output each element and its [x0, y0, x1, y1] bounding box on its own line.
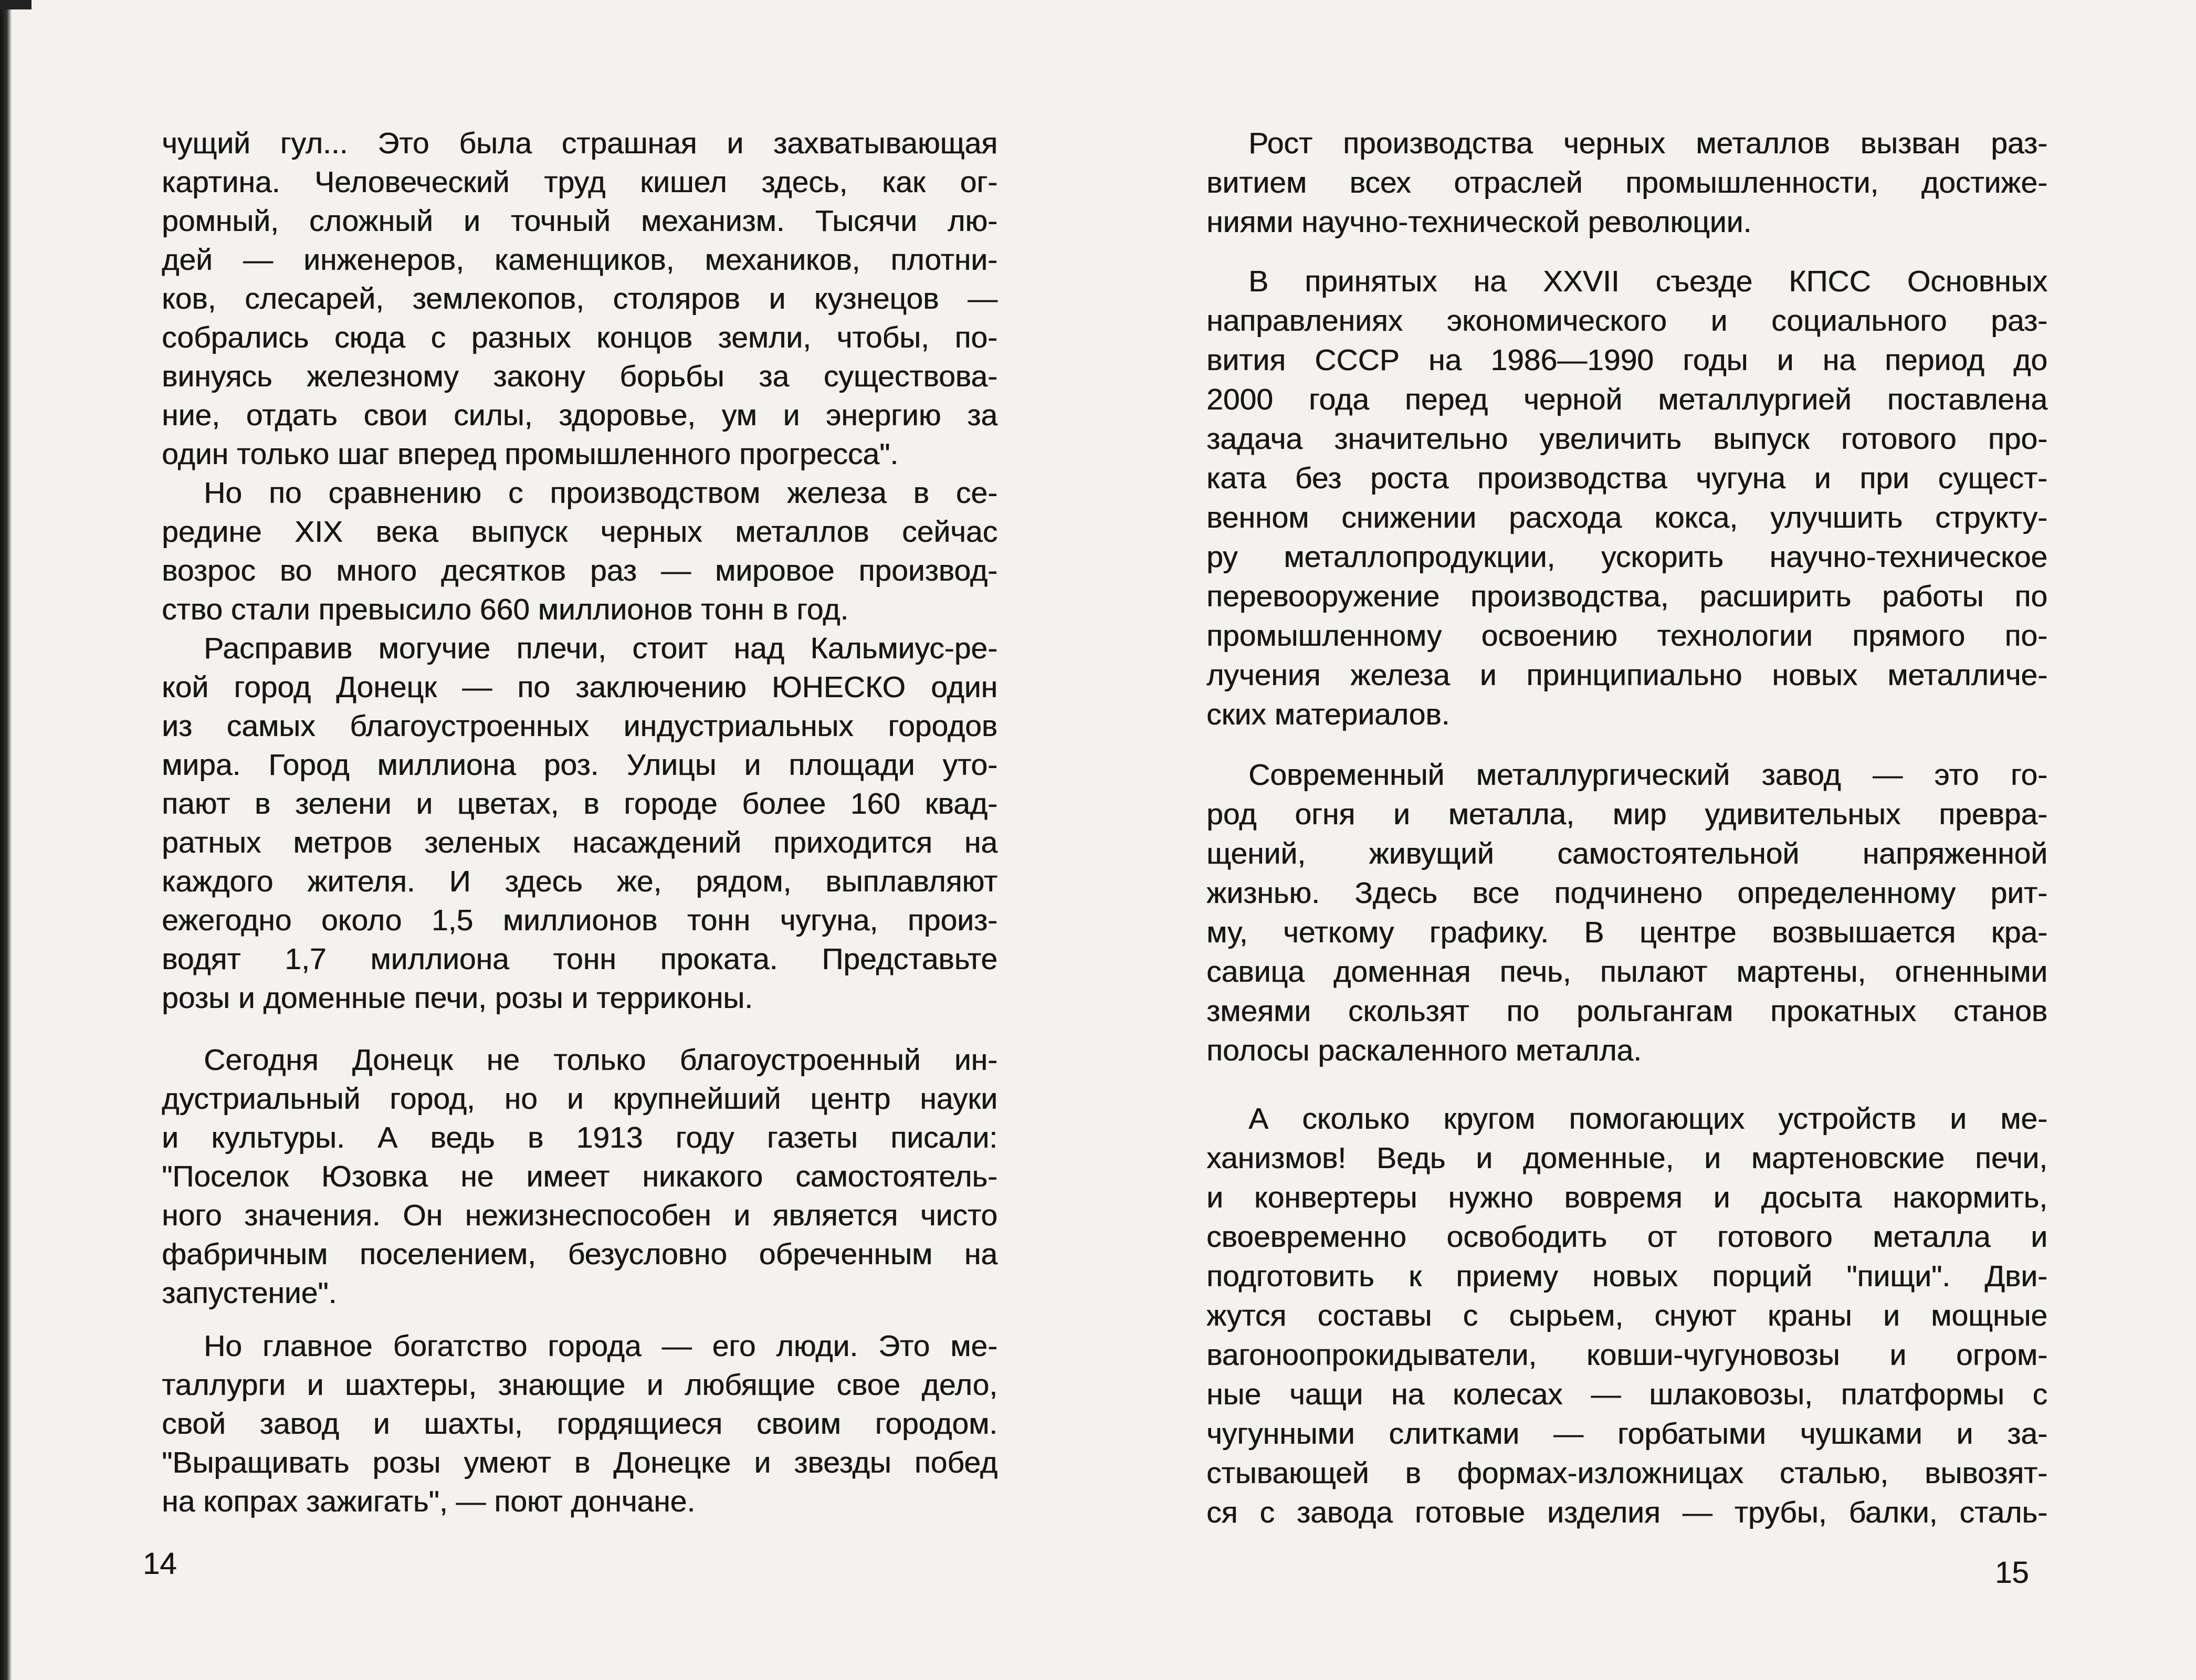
text-line: дей — инженеров, каменщиков, механиков, плотни- [162, 243, 997, 277]
text-line: В принятых на XXVII съезде КПСС Основных [1248, 265, 2047, 298]
text-line: ство стали превысило 660 миллионов тонн в год. [162, 593, 849, 626]
paragraph [1206, 1099, 2047, 1532]
text-line: возрос во много десятков раз — мировое производ- [162, 554, 997, 587]
text-line: чущий гул... Это была страшная и захватывающая [162, 127, 997, 160]
text-line: "Поселок Юзовка не имеет никакого самостоятель- [162, 1160, 997, 1193]
text-line: и конвертеры нужно вовремя и досыта накормить, [1206, 1181, 2047, 1214]
text-line: венном снижении расхода кокса, улучшить структу- [1206, 501, 2047, 534]
text-line: ратных метров зеленых насаждений приходится на [162, 826, 997, 859]
text-line: Рост производства черных металлов вызван раз- [1248, 127, 2047, 160]
text-line: ханизмов! Ведь и доменные, и мартеновские печи, [1206, 1141, 2047, 1175]
text-line: ного значения. Он нежизнеспособен и является чисто [162, 1199, 997, 1232]
text-line: мира. Город миллиона роз. Улицы и площади уто- [162, 748, 997, 782]
paragraph [162, 629, 997, 1017]
paragraph [1206, 755, 2047, 1070]
text-line: жизнью. Здесь все подчинено определенному рит- [1206, 876, 2047, 910]
text-line: водят 1,7 миллиона тонн проката. Представьте [162, 942, 997, 976]
right-page-text [1206, 124, 2047, 1532]
text-line: пают в зелени и цветах, в городе более 160 квад- [162, 787, 997, 821]
text-line: каждого жителя. И здесь же, рядом, выплавляют [162, 865, 997, 898]
text-line: жутся составы с сырьем, снуют краны и мощные [1206, 1299, 2047, 1332]
text-line: ков, слесарей, землекопов, столяров и кузнецов — [162, 282, 997, 316]
text-line: савица доменная печь, пылают мартены, огненными [1206, 955, 2047, 989]
text-line: на копрах зажигать", — поют дончане. [162, 1485, 696, 1518]
text-line: витием всех отраслей промышленности, достиже- [1206, 166, 2047, 200]
text-line: направлениях экономического и социального раз- [1206, 304, 2047, 338]
text-line: свой завод и шахты, гордящиеся своим городом. [162, 1407, 997, 1441]
text-line: Сегодня Донецк не только благоустроенный ин- [204, 1043, 997, 1077]
left-page-text [162, 124, 997, 1521]
text-line: ниями научно-технической революции. [1206, 205, 1752, 239]
text-line: ката без роста производства чугуна и при сущест- [1206, 461, 2047, 495]
text-line: запустение". [162, 1276, 337, 1310]
text-line: 2000 года перед черной металлургией поставлена [1206, 383, 2047, 416]
text-line: щений, живущий самостоятельной напряженной [1206, 837, 2047, 870]
text-line: своевременно освободить от готового металла и [1206, 1220, 2047, 1254]
text-line: редине XIX века выпуск черных металлов сейчас [162, 515, 997, 549]
text-line: род огня и металла, мир удивительных превра- [1206, 797, 2047, 831]
text-line: перевооружение производства, расширить работы по [1206, 580, 2047, 613]
text-line: из самых благоустроенных индустриальных городов [162, 709, 997, 743]
paragraph [1206, 124, 2047, 242]
text-line: змеями скользят по рольгангам прокатных станов [1206, 994, 2047, 1028]
text-line: кой город Донецк — по заключению ЮНЕСКО один [162, 670, 997, 704]
text-line: промышленному освоению технологии прямого по- [1206, 619, 2047, 653]
text-line: вития СССР на 1986—1990 годы и на период до [1206, 343, 2047, 377]
text-line: Расправив могучие плечи, стоит над Кальмиус-ре- [204, 632, 997, 665]
text-line: ромный, сложный и точный механизм. Тысячи лю- [162, 204, 997, 238]
paragraph [162, 124, 997, 474]
text-line: ских материалов. [1206, 698, 1450, 731]
book-binding-edge [0, 0, 12, 1680]
text-line: ежегодно около 1,5 миллионов тонн чугуна, произ- [162, 904, 997, 937]
text-line: ру металлопродукции, ускорить научно-техническое [1206, 540, 2047, 574]
text-line: дустриальный город, но и крупнейший центр науки [162, 1082, 997, 1116]
text-line: ся с завода готовые изделия — трубы, балки, сталь- [1206, 1496, 2047, 1529]
text-line: задача значительно увеличить выпуск готового про- [1206, 422, 2047, 456]
text-line: собрались сюда с разных концов земли, чтобы, по- [162, 321, 997, 354]
paragraph [162, 474, 997, 629]
text-line: стывающей в формах-изложницах сталью, вывозят- [1206, 1456, 2047, 1490]
text-line: и культуры. А ведь в 1913 году газеты писали: [162, 1121, 997, 1154]
text-line: му, четкому графику. В центре возвышается кра- [1206, 916, 2047, 949]
text-line: "Выращивать розы умеют в Донецке и звезды побед [162, 1446, 997, 1479]
paragraph [162, 1327, 997, 1521]
text-line: А сколько кругом помогающих устройств и ме- [1248, 1102, 2047, 1136]
text-line: розы и доменные печи, розы и терриконы. [162, 981, 753, 1015]
text-line: лучения железа и принципиально новых металличе- [1206, 658, 2047, 692]
text-line: винуясь железному закону борьбы за существова- [162, 360, 997, 393]
text-line: таллурги и шахтеры, знающие и любящие свое дело, [162, 1368, 997, 1402]
text-line: Но главное богатство города — его люди. Это ме- [204, 1329, 997, 1363]
text-line: чугунными слитками — горбатыми чушками и за- [1206, 1417, 2047, 1451]
text-line: Но по сравнению с производством железа в се- [204, 476, 997, 510]
text-line: Современный металлургический завод — это го- [1248, 758, 2047, 792]
text-line: фабричным поселением, безусловно обреченным на [162, 1237, 997, 1271]
paragraph [1206, 262, 2047, 734]
page-number-right: 15 [1995, 1556, 2029, 1590]
text-line: картина. Человеческий труд кишел здесь, как ог- [162, 165, 997, 199]
book-corner-shadow [0, 0, 31, 9]
text-line: ные чащи на колесах — шлаковозы, платформы с [1206, 1378, 2047, 1411]
text-line: ние, отдать свои силы, здоровье, ум и энергию за [162, 398, 997, 432]
text-line: подготовить к приему новых порций "пищи". Дви- [1206, 1259, 2047, 1293]
paragraph [162, 1041, 997, 1312]
text-line: один только шаг вперед промышленного прогресса". [162, 437, 899, 471]
text-line: полосы раскаленного металла. [1206, 1034, 1642, 1067]
page-number-left: 14 [143, 1547, 177, 1581]
text-line: вагоноопрокидыватели, ковши-чугуновозы и огром- [1206, 1338, 2047, 1372]
